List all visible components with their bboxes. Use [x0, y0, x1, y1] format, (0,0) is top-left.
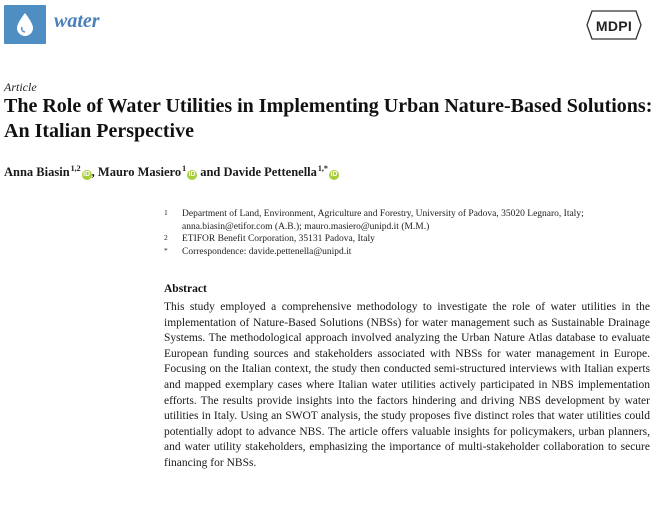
orcid-icon[interactable]: iD: [188, 171, 196, 178]
affiliation-item: [164, 208, 644, 233]
affiliation-item: [164, 246, 644, 259]
affiliation-mark: *: [164, 245, 168, 255]
author-name[interactable]: Anna Biasin: [4, 165, 70, 179]
author-separator: and: [197, 165, 224, 179]
publisher-name: MDPI: [595, 18, 633, 34]
author-name[interactable]: Mauro Masiero: [97, 165, 182, 179]
author-list: [4, 164, 339, 180]
journal-logo: [4, 5, 46, 44]
author-affiliation-mark: 1,*: [317, 164, 328, 173]
correspondence-text: Correspondence: davide.pettenella@unipd.it: [182, 246, 352, 257]
affiliation-mark: 1: [164, 208, 168, 217]
author-separator: ,: [91, 165, 98, 179]
orcid-icon[interactable]: iD: [83, 171, 91, 178]
author-name[interactable]: Davide Pettenella: [223, 165, 317, 179]
orcid-icon[interactable]: iD: [330, 171, 338, 178]
affiliation-mark: 2: [164, 233, 168, 243]
author-affiliation-mark: 1: [182, 164, 187, 173]
affiliations: [164, 208, 644, 258]
mdpi-logo: [586, 10, 642, 40]
author-affiliation-mark: 1,2: [70, 164, 81, 173]
abstract-body: This study employed a comprehensive methodology to investigate the role of water utilities in the implementation of Nature-Based Solutions (NBSs) for water management such as Sustainable Drainage Systems. The methodological approach involved analyzing the Urban Nature Atlas database to evaluate European funding sources and stakeholders associated with NBSs for water management in Europe. Focusing on the Italian context, the study then conducted semi-structured interviews with Italian experts and mapped exemplary cases where Italian water utilities actively participated in NBS implementation efforts. The results provide insights into the factors hindering and driving NBS development by water utilities in Italy. Using an SWOT analysis, the study proposes five distinct roles that water utilities could potentially adopt to advance NBS. The article offers valuable insights for policymakers, urban planners, and water utility stakeholders, emphasizing the importance of multi-stakeholder collaboration to secure financing for NBSs.: [164, 301, 650, 469]
article-title: The Role of Water Utilities in Implementing Urban Nature-Based Solutions: An Italian Perspective: [4, 95, 653, 142]
water-drop-icon: [16, 12, 34, 37]
article-type: Article: [4, 80, 37, 94]
affiliation-text: Department of Land, Environment, Agriculture and Forestry, University of Padova, 35020 Legnaro, Italy; anna.biasin@etifor.com (A.B.); mauro.masiero@unipd.it (M.M.): [182, 209, 584, 232]
affiliation-text: ETIFOR Benefit Corporation, 35131 Padova, Italy: [182, 234, 375, 245]
journal-name: water: [54, 10, 100, 32]
abstract-heading: Abstract: [164, 283, 207, 295]
affiliation-item: [164, 233, 644, 246]
